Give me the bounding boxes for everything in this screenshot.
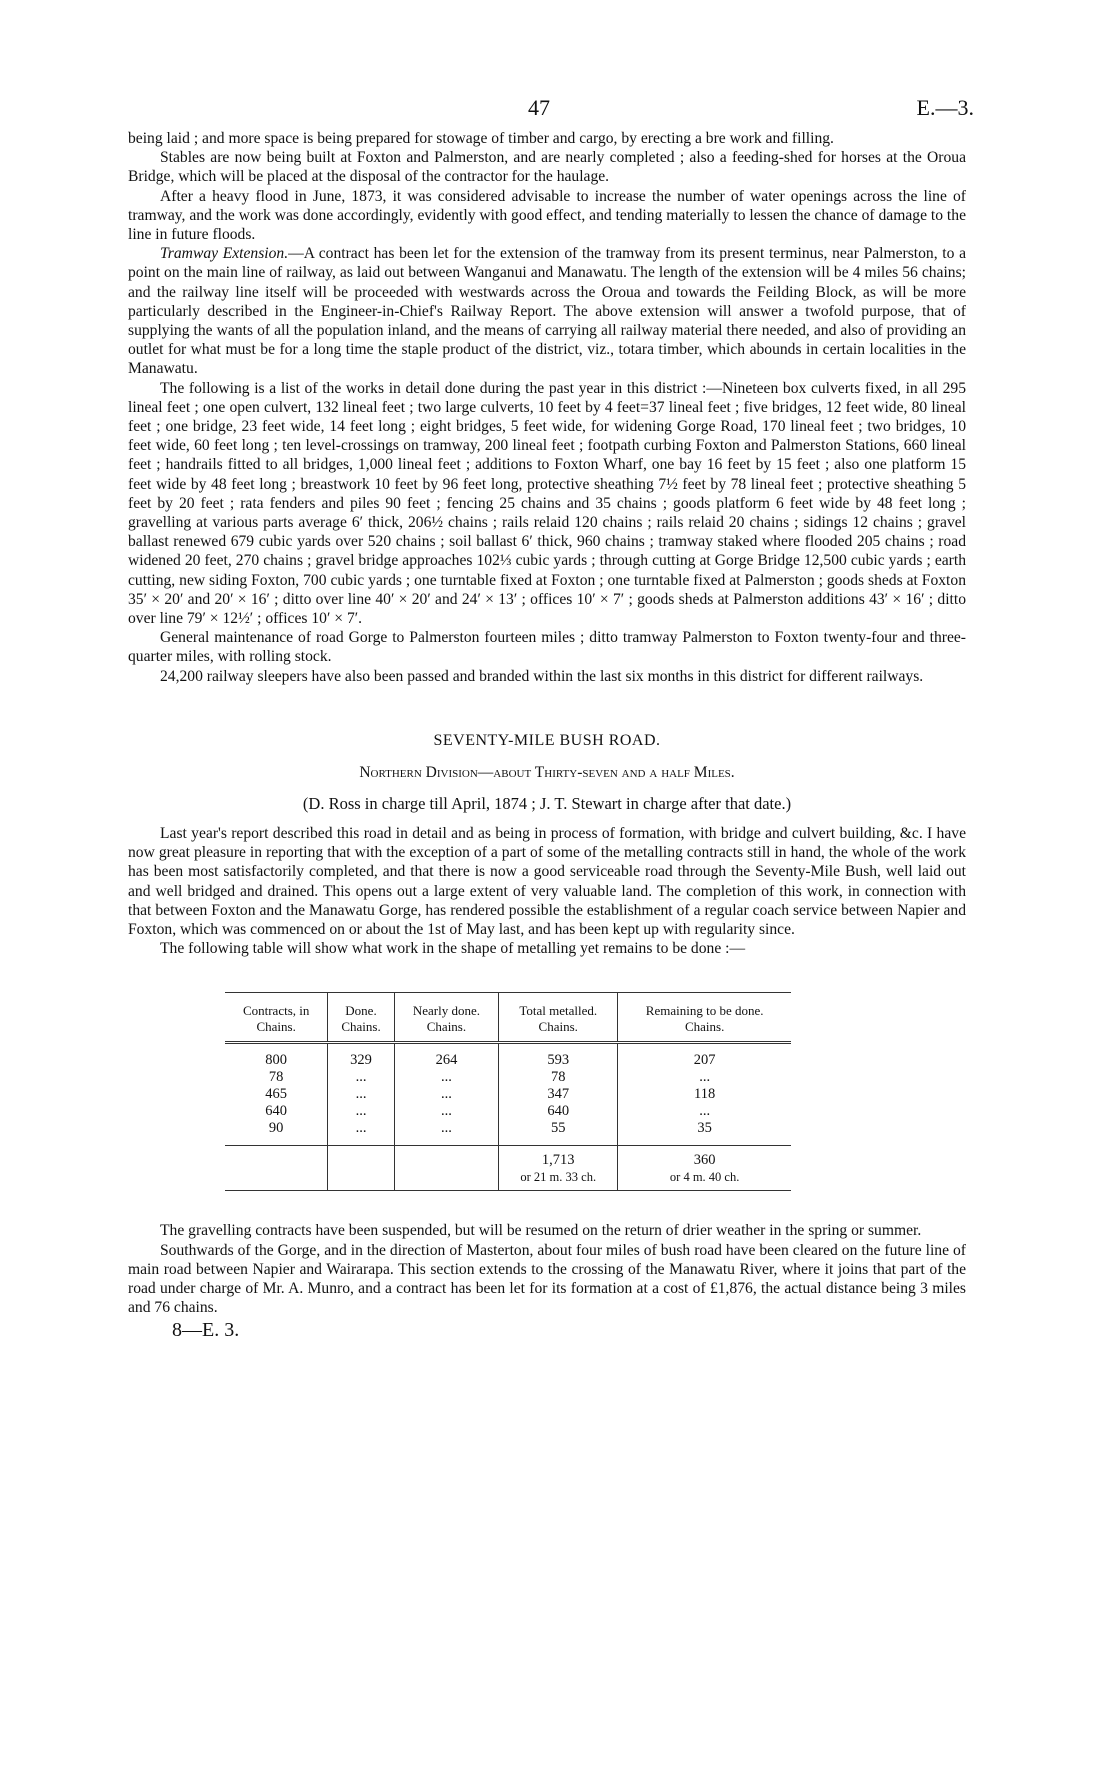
table-header-row — [225, 993, 791, 1043]
tramway-paragraph — [128, 244, 966, 378]
column-header: Nearly done. Chains. — [394, 993, 498, 1043]
table-cell — [394, 1146, 498, 1191]
table-cell: ... — [328, 1120, 394, 1146]
document-page — [128, 95, 974, 1342]
column-header: Done. Chains. — [328, 993, 394, 1043]
table-cell: ... — [394, 1120, 498, 1146]
table-cell: ... — [394, 1086, 498, 1103]
section-incharge: (D. Ross in charge till April, 1874 ; J. T. Stewart in charge after that date.) — [302, 793, 792, 813]
tramway-text: —A contract has been let for the extension of the tramway from its present terminus, near Palmerston, to a point on the main line of railway, as laid out between Wanganui and Manawatu. The length of the extension will be 4 miles 56 chains; and the railway line itself will be proceeded with westwards across the Oroua and towards the Feilding Block, as will be more particularly described in the Engineer-in-Chief's Railway Report. The above extension will answer a twofold purpose, that of supplying the wants of all the population inland, and the means of carrying all railway material there needed, and also of providing an outlet for what must be for a long time the staple product of the district, viz., totara timber, which abounds in certain localities in the Manawatu. — [128, 245, 966, 378]
table-cell: 35 — [697, 1120, 712, 1137]
table-totals-row — [225, 1146, 791, 1191]
page-header — [128, 95, 974, 129]
table-total-metalled: 1,713 or 21 m. 33 ch. — [499, 1146, 618, 1191]
table-cell: 207 — [693, 1052, 716, 1069]
table-cell: ... — [328, 1086, 394, 1103]
table-cell: 78 — [225, 1069, 328, 1086]
page-number: 47 — [528, 95, 550, 120]
paragraph: General maintenance of road Gorge to Palmerston fourteen miles ; ditto tramway Palmerston to Foxton twenty-four and three-quarter miles, with rolling stock. — [128, 629, 966, 666]
column-header: Total metalled. Chains. — [499, 993, 618, 1043]
column-header: Remaining to be done. Chains. — [618, 993, 791, 1043]
table-cell: 640 — [225, 1103, 328, 1120]
tramway-heading: Tramway Extension. — [160, 245, 289, 263]
paragraph: being laid ; and more space is being prepared for stowage of timber and cargo, by erecting a bre work and filling. — [128, 130, 834, 147]
signature-mark: 8—E. 3. — [172, 1319, 240, 1342]
table-cell: ... — [328, 1103, 394, 1120]
table-row — [225, 1103, 791, 1120]
table-cell: 118 — [694, 1086, 716, 1103]
table-row — [225, 1043, 791, 1070]
table-cell — [328, 1146, 394, 1191]
table-cell — [225, 1146, 328, 1191]
table-cell: 800 — [225, 1043, 328, 1070]
column-header: Contracts, in Chains. — [225, 993, 328, 1043]
table-cell: ... — [699, 1103, 711, 1120]
paragraph: Stables are now being built at Foxton and Palmerston, and are nearly completed ; also a feeding-shed for horses at the Oroua Bridge, which will be placed at the disposal of the contractor for the haulage. — [128, 149, 966, 186]
paragraph: After a heavy flood in June, 1873, it was considered advisable to increase the number of water openings across the line of tramway, and the work was done accordingly, evidently with good effect, and tending materially to lessen the chance of damage to the line in future floods. — [128, 187, 966, 244]
table-cell: 264 — [394, 1043, 498, 1070]
table-cell: 90 — [225, 1120, 328, 1146]
table-cell: 593 — [499, 1043, 618, 1070]
paragraph: 24,200 railway sleepers have also been passed and branded within the last six months in this district for different railways. — [160, 667, 924, 685]
paragraph: The gravelling contracts have been suspended, but will be resumed on the return of drier weather in the spring or summer. — [160, 1222, 922, 1240]
table-cell: ... — [394, 1069, 498, 1086]
paragraph: Southwards of the Gorge, and in the direction of Masterton, about four miles of bush road have been cleared on the future line of main road between Napier and Wairarapa. This section extends to the crossing of the Manawatu River, where it joins that part of the road under charge of Mr. A. Munro, and a contract has been let for its formation at a cost of £1,876, the actual distance being 3 miles and 76 chains. — [128, 1241, 966, 1317]
metalling-table — [225, 992, 791, 1191]
table-cell: 347 — [499, 1086, 618, 1103]
table-cell: 465 — [225, 1086, 328, 1103]
table-cell: 329 — [328, 1043, 394, 1070]
paragraph: The following table will show what work in the shape of metalling yet remains to be done :— — [160, 940, 746, 958]
paragraph: The following is a list of the works in detail done during the past year in this district :—Nineteen box culverts fixed, in all 295 lineal feet ; one open culvert, 132 lineal feet ; two large culverts, 10 feet by 4 feet=37 lineal feet ; five bridges, 12 feet wide, 80 lineal feet ; one bridge, 23 feet wide, 14 feet long ; eight bridges, 5 feet wide, for widening Gorge Road, 170 lineal feet ; two bridges, 10 feet wide, 60 feet long ; ten level-crossings on tramway, 200 lineal feet ; footpath curbing Foxton and Palmerston Stations, 660 lineal feet ; handrails fitted to all bridges, 1,000 lineal feet ; additions to Foxton Wharf, one bay 16 feet by 15 feet ; also one platform 15 feet wide by 48 feet long ; breastwork 10 feet by 96 feet long, protective sheathing 7½ feet by 78 lineal feet ; protective sheathing 5 feet by 20 feet ; rata fenders and piles 90 feet ; fencing 25 chains and 35 chains ; goods platform 6 feet wide by 48 feet long ; gravelling at various parts average 6′ thick, 206½ chains ; rails relaid 120 chains ; rails relaid 20 chains ; sidings 12 chains ; gravel ballast renewed 679 cubic yards over 520 chains ; soil ballast 6′ thick, 960 chains ; tramway staked where flooded 205 chains ; road widened 20 feet, 270 chains ; gravel bridge approaches 102⅓ cubic yards ; through cutting at Gorge Bridge 12,500 cubic yards ; earth cutting, new siding Foxton, 700 cubic yards ; one turntable fixed at Foxton ; one turntable fixed at Palmerston ; goods sheds at Foxton 35′ × 20′ and 20′ × 16′ ; ditto over line 40′ × 20′ and 24′ × 13′ ; offices 10′ × 7′ ; goods sheds at Palmerston additions 43′ × 16′ ; ditto over line 79′ × 12½′ ; offices 10′ × 7′. — [128, 379, 966, 628]
table-cell: 640 — [499, 1103, 618, 1120]
table-cell: 78 — [499, 1069, 618, 1086]
table-cell: 55 — [499, 1120, 618, 1146]
section-title: SEVENTY-MILE BUSH ROAD. — [433, 731, 661, 749]
paragraph: Last year's report described this road in detail and as being in process of formation, with bridge and culvert building, &c. I have now great pleasure in reporting that with the exception of a part of some of the metalling contracts still in hand, the whole of the work has been most satisfactorily completed, and that there is now a good serviceable road through the Seventy-Mile Bush, well laid out and well bridged and drained. This opens out a large extent of very valuable land. The completion of this work, in connection with that between Foxton and the Manawatu Gorge, has rendered possible the establishment of a regular coach service between Napier and Foxton, which was commenced on or about the 1st of May last, and has been kept up with regularity since. — [128, 824, 966, 938]
table-row — [225, 1086, 791, 1103]
metalling-table-wrapper — [225, 992, 791, 1191]
table-row — [225, 1120, 791, 1146]
section-subtitle: Northern Division—about Thirty-seven and a half Miles. — [359, 763, 735, 781]
table-cell: ... — [394, 1103, 498, 1120]
table-row — [225, 1069, 791, 1086]
table-total-remaining: 360 or 4 m. 40 ch. — [618, 1146, 791, 1191]
table-cell: ... — [328, 1069, 394, 1086]
table-cell: ... — [699, 1069, 711, 1086]
document-reference: E.—3. — [916, 95, 974, 120]
